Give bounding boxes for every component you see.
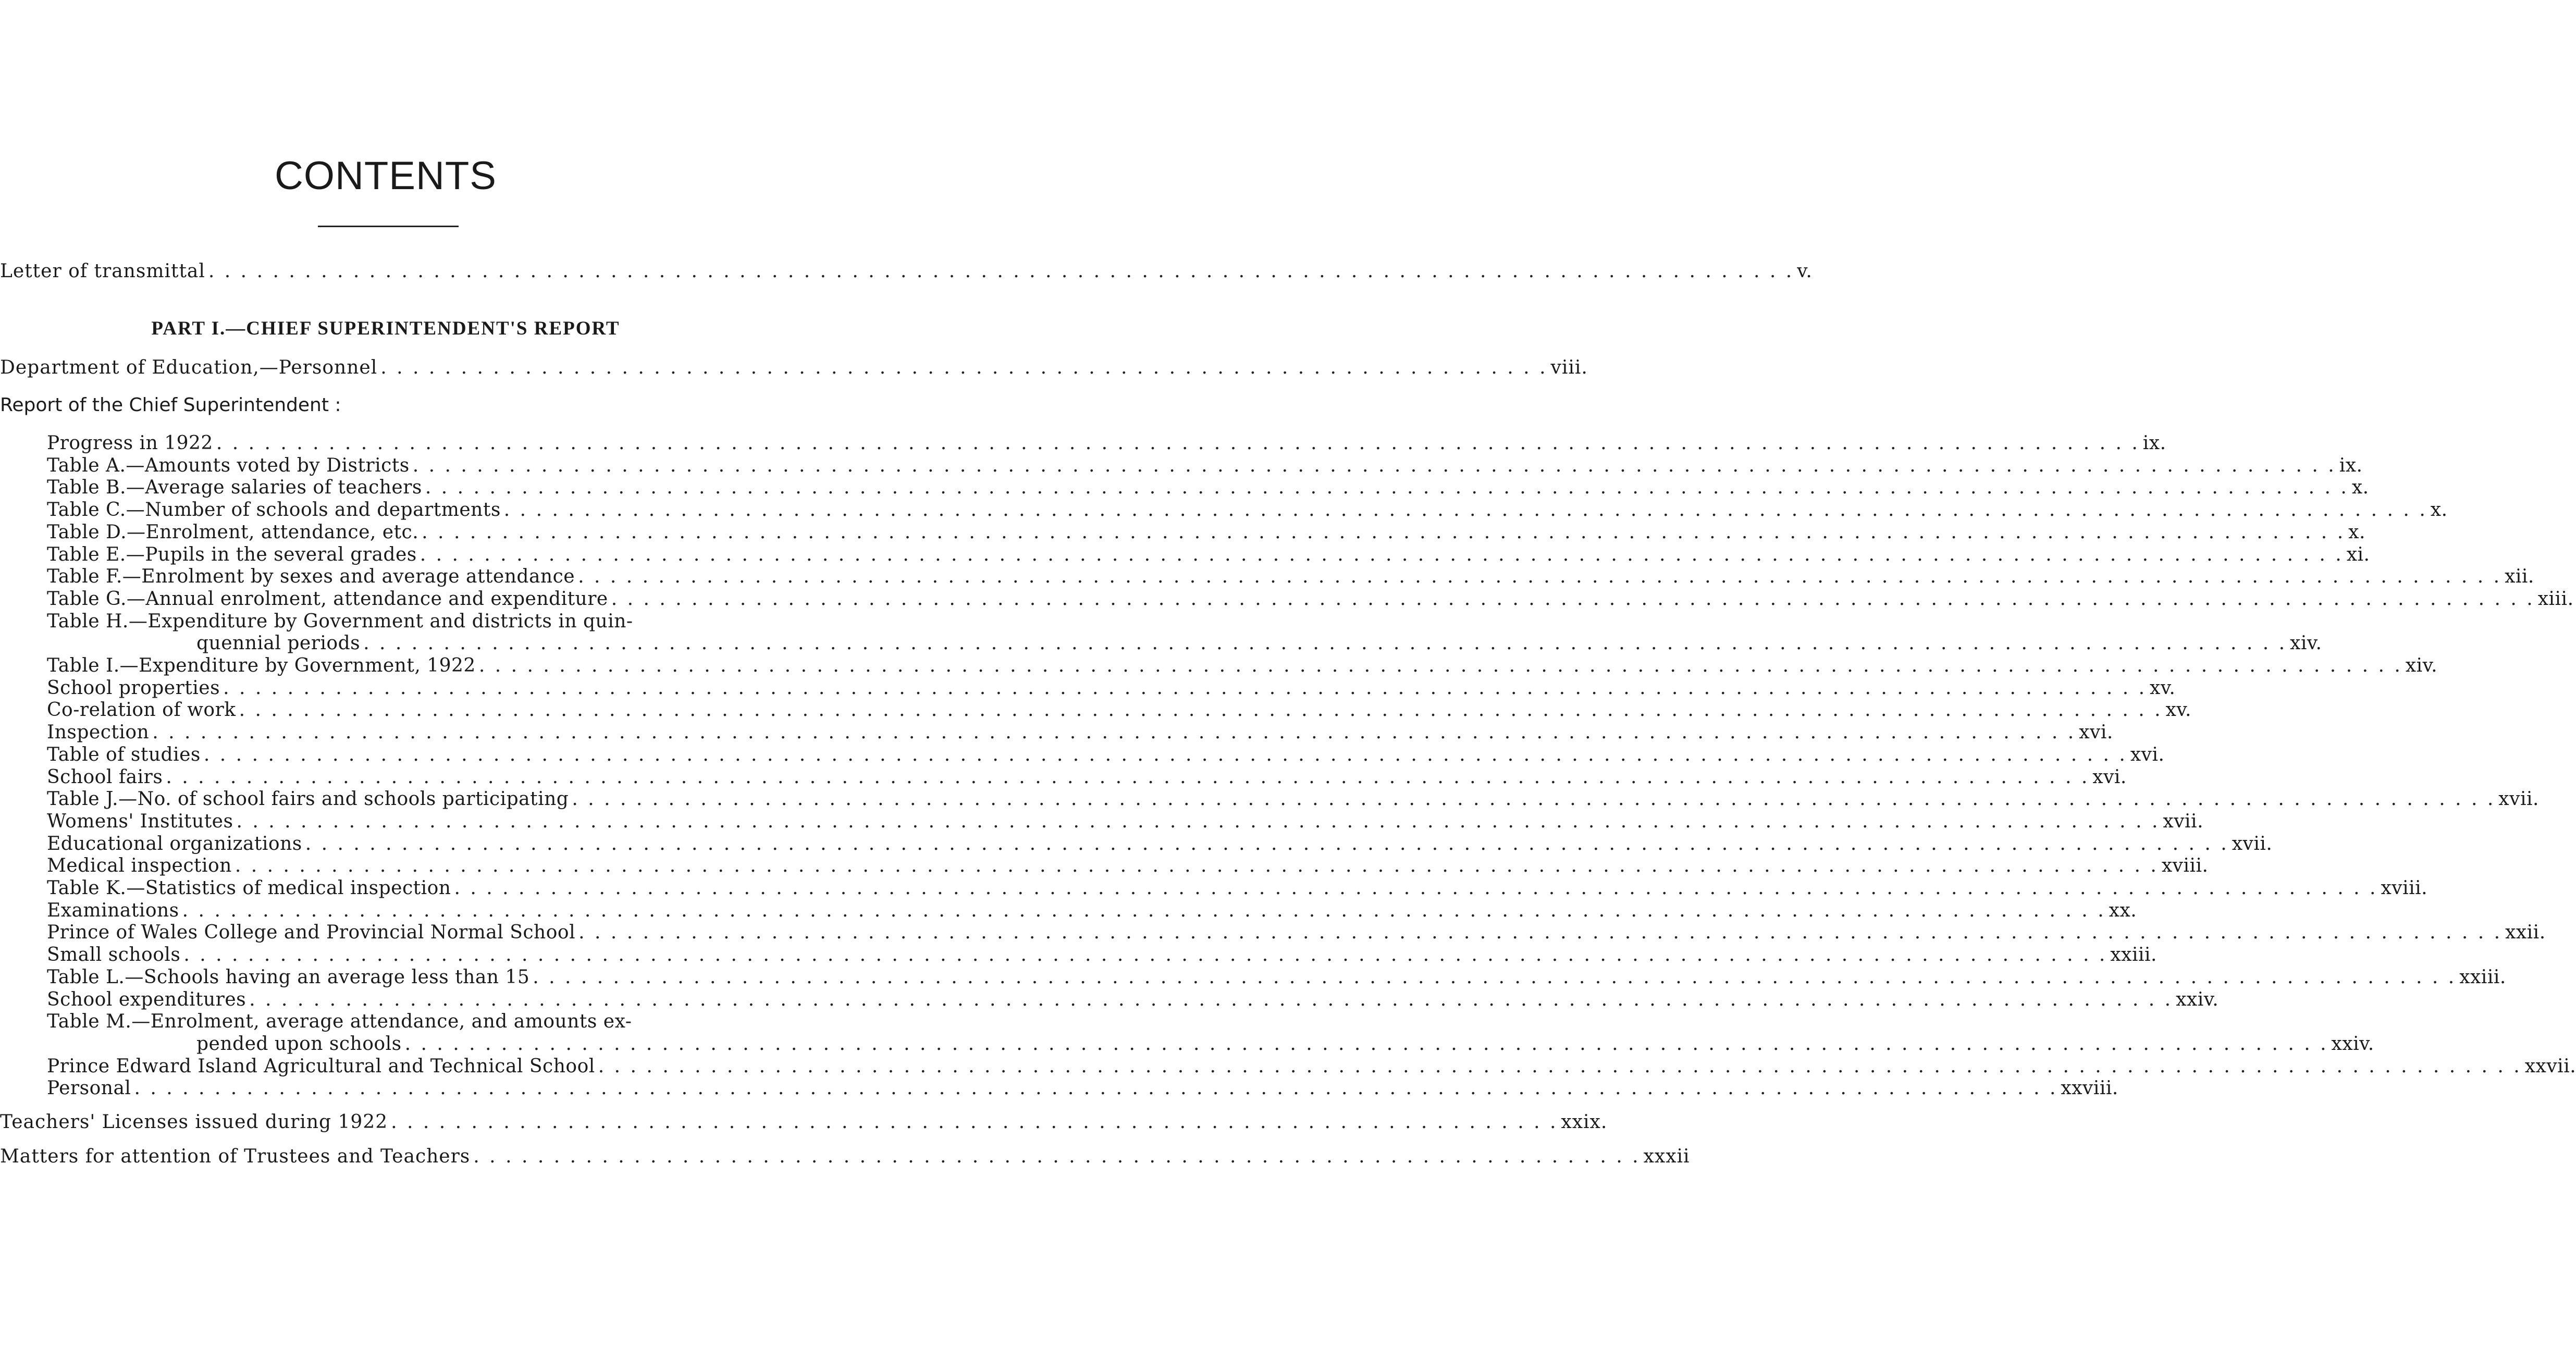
toc-entry-page: xxviii. bbox=[2061, 1077, 2118, 1099]
toc-entry-page: xv. bbox=[2150, 677, 2176, 699]
toc-entry-label: Table J.—No. of school fairs and schools participating bbox=[47, 788, 569, 810]
toc-entry-label: Table G.—Annual enrolment, attendance and expenditure bbox=[47, 588, 608, 610]
toc-leader-dots: . . . . . . . . . . . . . . . . . . . . . . . . . . . . . . . . . . . . . . . . . . . . . . . . . . . . . . . . . . . . . . . . . . . . . . . . . . . . . . . . . . . . . . . . . . . . . . . . . . . . . . . . . . . . . . . . . . . . . . . . bbox=[503, 499, 2427, 521]
toc-sub-entry bbox=[47, 722, 2113, 744]
toc-sub-entry bbox=[47, 477, 2369, 499]
toc-entry-label: Table L.—Schools having an average less than 15 bbox=[47, 966, 530, 988]
toc-sub-entry bbox=[47, 1077, 2118, 1099]
toc-leader-dots: . . . . . . . . . . . . . . . . . . . . . . . . . . . . . . . . . . . . . . . . . . . . . . . . . . . . . . . . . . . . . . . . . . . . . . . . . . . . . . . . . . . . . . . . . . . . . . . . . . . . . . . . . . . . . . . . . . . . . . . . bbox=[216, 432, 2140, 454]
page-title: CONTENTS bbox=[275, 154, 497, 198]
toc-entry-label: Medical inspection bbox=[47, 855, 232, 877]
toc-entry-page: xxii. bbox=[2505, 922, 2546, 944]
toc-leader-dots: . . . . . . . . . . . . . . . . . . . . . . . . . . . . . . . . . . . . . . . . . . . . . . . . . . . . . . . . . . . . . . . . . . . . . . . . . . . . . . . . . . . . . . . . . . . . . . . . . . . . . . . . . . . . . . . . . . . . . . . . bbox=[422, 521, 2346, 543]
toc-leader-dots: . . . . . . . . . . . . . . . . . . . . . . . . . . . . . . . . . . . . . . . . . . . . . . . . . . . . . . . . . . . . . . . . . . . . . . . . . . . . . . . . . . . . . . . . . . . . . . . . . . . . . . . . . . . . . . . . . . . . . . . . bbox=[611, 588, 2535, 610]
toc-entry-label: Teachers' Licenses issued during 1922 bbox=[0, 1111, 388, 1133]
toc-sub-entry bbox=[47, 922, 2546, 944]
toc-entry-label: Examinations bbox=[47, 899, 179, 921]
toc-entry-label: Matters for attention of Trustees and Teachers bbox=[0, 1146, 471, 1167]
toc-sub-entry bbox=[47, 566, 2534, 588]
toc-entry-page: xvi. bbox=[2092, 766, 2127, 788]
toc-leader-dots: . . . . . . . . . . . . . . . . . . . . . . . . . . . . . . . . . . . . . . . . . . . . . . . . . . . . . . . . . . . . . . . . . . . . . . . . . . . . . . . . . . . . . . . . . . . . . . . . . . . . . . . . . . . . . . . . . . . . . . . . bbox=[578, 566, 2502, 588]
toc-entry-label: School properties bbox=[47, 677, 220, 699]
toc-leader-dots: . . . . . . . . . . . . . . . . . . . . . . . . . . . . . . . . . . . . . . . . . . . . . . . . . . . . . . . . . . . . . . . . . . . . . . . . . . . . . . . . . . . . . . . . . . . . . . . . . . . . . . . . . . . . . . . . . . . . . . . . bbox=[239, 699, 2163, 721]
toc-sub-entry bbox=[47, 877, 2428, 899]
toc-sub-entry bbox=[47, 944, 2157, 966]
toc-entry-label: Table A.—Amounts voted by Districts bbox=[47, 454, 410, 476]
toc-entry-page: xxiv. bbox=[2331, 1033, 2374, 1055]
toc-sub-entry-continuation bbox=[196, 633, 2322, 654]
toc-sub-entry bbox=[47, 699, 2191, 721]
toc-sub-entry bbox=[47, 1011, 780, 1033]
toc-leader-dots: . . . . . . . . . . . . . . . . . . . . . . . . . . . . . . . . . . . . . . . . . . . . . . . . . . . . . . . . . . . . . . . . . . . . . . . . . bbox=[473, 1146, 1641, 1167]
toc-entry-page: viii. bbox=[1550, 357, 1588, 378]
toc-leader-dots: . . . . . . . . . . . . . . . . . . . . . . . . . . . . . . . . . . . . . . . . . . . . . . . . . . . . . . . . . . . . . . . . . . . . . . . . . . . . . . . . . . . . . . . . . . . . . . . . . . . . . . . . . . . . . . . . . . . . . . . . bbox=[166, 766, 2090, 788]
toc-entry-page: xxiv. bbox=[2176, 988, 2219, 1010]
toc-entry-label: Small schools bbox=[47, 944, 181, 966]
toc-entry-page: xxiii. bbox=[2110, 944, 2157, 966]
toc-sub-entry bbox=[47, 454, 2363, 477]
toc-leader-dots: . . . . . . . . . . . . . . . . . . . . . . . . . . . . . . . . . . . . . . . . . . . . . . . . . . . . . . . . . . . . . . . . . . . . . . . . . . . . . . . . . . . . . . . . . . . . . . . . . . . . . . . . . . . . . . . . . . . . . . . . bbox=[203, 744, 2127, 765]
toc-leader-dots: . . . . . . . . . . . . . . . . . . . . . . . . . . . . . . . . . . . . . . . . . . . . . . . . . . . . . . . . . . . . . . . . . . . . . . . . . . . . . . . . . . . . . . . . . . . . . . . . . . . . . . . . . . . . . . . . . . . . . . . . bbox=[363, 633, 2287, 654]
toc-entry-page: ix. bbox=[2142, 432, 2166, 454]
toc-entry-page: xxix. bbox=[1561, 1111, 1608, 1133]
toc-entry-page: xx. bbox=[2109, 899, 2137, 921]
toc-entry-label: Table C.—Number of schools and departments bbox=[47, 499, 501, 521]
toc-entry-page: xii. bbox=[2505, 566, 2534, 588]
toc-sub-entry bbox=[47, 499, 2448, 521]
toc-entry-continuation: quennial periods bbox=[196, 633, 361, 654]
toc-entry-page: xvii. bbox=[2232, 833, 2273, 854]
toc-leader-dots: . . . . . . . . . . . . . . . . . . . . . . . . . . . . . . . . . . . . . . . . . . . . . . . . . . . . . . . . . . . . . . . . . . . . . . . . . . . . . . . . . . . . . . . . . . . . . . . . . . . . . . . . . . . . . . . . . . . . . . . . bbox=[305, 833, 2229, 854]
toc-sub-entry bbox=[47, 966, 2506, 988]
toc-entry-label: Table E.—Pupils in the several grades bbox=[47, 543, 417, 565]
toc-entry-label: Prince Edward Island Agricultural and Technical School bbox=[47, 1055, 595, 1077]
toc-entry-department bbox=[0, 357, 1588, 379]
toc-leader-dots: . . . . . . . . . . . . . . . . . . . . . . . . . . . . . . . . . . . . . . . . . . . . . . . . . . . . . . . . . . . . . . . . . . . . . . . . . . . . . . . . . . . . . . . . . . . . . . . . . . . . . . . . . . . . . . . . . . . . . . . . bbox=[404, 1033, 2328, 1055]
part-heading: PART I.—CHIEF SUPERINTENDENT'S REPORT bbox=[151, 318, 620, 339]
toc-leader-dots: . . . . . . . . . . . . . . . . . . . . . . . . . . . . . . . . . . . . . . . . . . . . . . . . . . . . . . . . . . . . . . . . . . . . . . . . . . . . . . . . . . . . . . . . . . . . . . . . . . . . . . . . . . . . . . . . . . . . . . . . bbox=[533, 966, 2457, 988]
toc-leader-dots: . . . . . . . . . . . . . . . . . . . . . . . . . . . . . . . . . . . . . . . . . . . . . . . . . . . . . . . . . . . . . . . . . . . . . . . . . . . . . . . . . . . . . . . . . . . . . . . . . . . . . . . . . . . . . . . . . . . . . . . . bbox=[572, 788, 2496, 810]
toc-entry-label: Progress in 1922 bbox=[47, 432, 213, 454]
toc-leader-dots: . . . . . . . . . . . . . . . . . . . . . . . . . . . . . . . . . . . . . . . . . . . . . . . . . . . . . . . . . . . . . . . . . . . . . . . . . . . . . . . . . . . . . . . . . . . . . . . . . . . . . . . . . . . . . . . . . . . . . . . . bbox=[134, 1077, 2058, 1099]
toc-entry-page: xviii. bbox=[2161, 855, 2209, 877]
toc-leader-dots: . . . . . . . . . . . . . . . . . . . . . . . . . . . . . . . . . . . . . . . . . . . . . . . . . . . . . . . . . . . . . . . . . . . . . . . . . . . . . . . . . . . . . . . . . . . . . . . . . . . . . . . . . . . . . . . . . . . . . . . . bbox=[598, 1055, 2522, 1077]
toc-sub-entry bbox=[47, 1055, 2576, 1077]
toc-entry-label: Table of studies bbox=[47, 744, 201, 765]
toc-entry-label: Womens' Institutes bbox=[47, 810, 233, 832]
toc-entry-page: xvi. bbox=[2130, 744, 2165, 765]
title-divider bbox=[318, 226, 459, 227]
toc-sub-entry bbox=[47, 788, 2539, 810]
report-heading: Report of the Chief Superintendent : bbox=[0, 394, 341, 416]
toc-entry-label: Table B.—Average salaries of teachers bbox=[47, 477, 422, 499]
toc-entry-label: Educational organizations bbox=[47, 833, 302, 854]
toc-entry-page: xiv. bbox=[2290, 633, 2322, 654]
toc-sub-entry bbox=[47, 899, 2137, 922]
toc-leader-dots: . . . . . . . . . . . . . . . . . . . . . . . . . . . . . . . . . . . . . . . . . . . . . . . . . . . . . . . . . . . . . . . . . . . . . . . . . bbox=[391, 1111, 1558, 1133]
toc-entry-label: Table M.—Enrolment, average attendance, and amounts ex- bbox=[47, 1011, 632, 1033]
toc-entry-page: xxvii. bbox=[2524, 1055, 2576, 1077]
toc-entry-label: Department of Education,—Personnel bbox=[0, 357, 378, 378]
toc-entry-label: Inspection bbox=[47, 722, 150, 744]
toc-sub-entry bbox=[47, 677, 2176, 699]
toc-entry-label: School expenditures bbox=[47, 988, 246, 1010]
toc-entry-label: Table K.—Statistics of medical inspection bbox=[47, 877, 451, 899]
toc-entry-page: xiv. bbox=[2405, 655, 2438, 676]
toc-entry-label: Table D.—Enrolment, attendance, etc. bbox=[47, 521, 419, 543]
toc-entry-label: Prince of Wales College and Provincial Normal School bbox=[47, 922, 576, 944]
toc-entry-label: Co-relation of work bbox=[47, 699, 236, 721]
toc-entry-matters-for-attention bbox=[0, 1146, 1690, 1168]
toc-entry-label: Letter of transmittal bbox=[0, 261, 205, 282]
toc-entry-label: Personal bbox=[47, 1077, 131, 1099]
toc-leader-dots: . . . . . . . . . . . . . . . . . . . . . . . . . . . . . . . . . . . . . . . . . . . . . . . . . . . . . . . . . . . . . . . . . . . . . . . . . . . . . . . . . . . . . . . . . . . . . . . . . . . . . . . . . . . . . . . . . . . . . . . . bbox=[412, 454, 2336, 476]
toc-entry-page: xvi. bbox=[2079, 722, 2113, 744]
toc-sub-entry bbox=[47, 655, 2438, 677]
toc-leader-dots: . . . . . . . . . . . . . . . . . . . . . . . . . . . . . . . . . . . . . . . . . . . . . . . . . . . . . . . . . . . . . . . . . . . . . . . . . . . . . . . . . . . . . . . . . . . . . . . . . . . . . . . . . . . . . . . . . . . . . . . . bbox=[425, 477, 2349, 499]
toc-sub-entry bbox=[47, 833, 2273, 855]
toc-entry-page: v. bbox=[1797, 261, 1813, 282]
toc-sub-entry bbox=[47, 855, 2209, 877]
toc-entry-page: xxxii bbox=[1643, 1146, 1690, 1167]
toc-leader-dots: . . . . . . . . . . . . . . . . . . . . . . . . . . . . . . . . . . . . . . . . . . . . . . . . . . . . . . . . . . . . . . . . . . . . . . . . . . . . . . . . . . . . . . . . . . . . . . . . . . . . . . . . . . . . . . . . . . . . . . . . bbox=[182, 899, 2106, 921]
toc-entry-letter-of-transmittal bbox=[0, 261, 1813, 282]
toc-entry-page: ix. bbox=[2339, 454, 2363, 476]
toc-entry-label: School fairs bbox=[47, 766, 163, 788]
toc-entry-page: x. bbox=[2351, 477, 2369, 499]
toc-sub-entry bbox=[47, 766, 2127, 788]
toc-sub-entry bbox=[47, 744, 2165, 766]
toc-entry-label: Table F.—Enrolment by sexes and average attendance bbox=[47, 566, 575, 588]
toc-leader-dots: . . . . . . . . . . . . . . . . . . . . . . . . . . . . . . . . . . . . . . . . . . . . . . . . . . . . . . . . . . . . . . . . . . . . . . . . . . . . . . . . . . . . . . . . . . . . . . . . . . . bbox=[208, 261, 1794, 282]
toc-entry-page: xi. bbox=[2346, 543, 2370, 565]
toc-entry-page: xv. bbox=[2165, 699, 2191, 721]
toc-sub-entry bbox=[47, 611, 780, 633]
toc-entry-continuation: pended upon schools bbox=[196, 1033, 402, 1055]
toc-entry-page: xxiii. bbox=[2459, 966, 2506, 988]
toc-leader-dots: . . . . . . . . . . . . . . . . . . . . . . . . . . . . . . . . . . . . . . . . . . . . . . . . . . . . . . . . . . . . . . . . . . . . . . . . . . . . . . . . . . . . . . . . . . . . . . . . . . . . . . . . . . . . . . . . . . . . . . . . bbox=[235, 855, 2159, 877]
toc-entry-page: x. bbox=[2430, 499, 2448, 521]
toc-entry-teachers-licenses bbox=[0, 1111, 1608, 1133]
toc-entry-page: xvii. bbox=[2163, 810, 2204, 832]
toc-entry-page: xvii. bbox=[2498, 788, 2539, 810]
toc-leader-dots: . . . . . . . . . . . . . . . . . . . . . . . . . . . . . . . . . . . . . . . . . . . . . . . . . . . . . . . . . . . . . . . . . . . . . . . . . . . . . . . . . . . . . . . . . . . . . . . . . . . . . . . . . . . . . . . . . . . . . . . . bbox=[420, 543, 2344, 565]
toc-entry-label: Table H.—Expenditure by Government and districts in quin- bbox=[47, 610, 633, 632]
toc-leader-dots: . . . . . . . . . . . . . . . . . . . . . . . . . . . . . . . . . . . . . . . . . . . . . . . . . . . . . . . . . . . . . . . . . . . . . . . . . . . . . . . . . . . . . . . . . . . . . . . . . . . . . . . . . . . . . . . . . . . . . . . . bbox=[478, 655, 2402, 676]
toc-sub-entry bbox=[47, 810, 2204, 833]
toc-leader-dots: . . . . . . . . . . . . . . . . . . . . . . . . . . . . . . . . . . . . . . . . . . . . . . . . . . . . . . . . . . . . . . . . . . . . . . . . . . . . . . . . . . . . . . . . . . . . . . . . . . . . . . . . . . . . . . . . . . . . . . . . bbox=[236, 810, 2160, 832]
toc-leader-dots: . . . . . . . . . . . . . . . . . . . . . . . . . . . . . . . . . . . . . . . . . . . . . . . . . . . . . . . . . . . . . . . . . . . . . . . . . . . . . . . . . . . . . . . . . . . . . . . . . . . . . . . . . . . . . . . . . . . . . . . . bbox=[249, 988, 2173, 1010]
toc-leader-dots: . . . . . . . . . . . . . . . . . . . . . . . . . . . . . . . . . . . . . . . . . . . . . . . . . . . . . . . . . . . . . . . . . . . . . . . . . . . . . . . . . . . . . . . . . . . . . . . . . . . . . . . . . . . . . . . . . . . . . . . . bbox=[223, 677, 2147, 699]
toc-sub-entry bbox=[47, 588, 2574, 610]
toc-entry-label: Table I.—Expenditure by Government, 1922 bbox=[47, 655, 476, 676]
toc-entry-page: x. bbox=[2348, 521, 2365, 543]
toc-leader-dots: . . . . . . . . . . . . . . . . . . . . . . . . . . . . . . . . . . . . . . . . . . . . . . . . . . . . . . . . . . . . . . . . . . . . . . . . . . . . . . . . . . . . . . . . . . . . . . . . . . . . . . . . . . . . . . . . . . . . . . . . bbox=[152, 722, 2076, 744]
toc-entry-page: xviii. bbox=[2381, 877, 2428, 899]
toc-leader-dots: . . . . . . . . . . . . . . . . . . . . . . . . . . . . . . . . . . . . . . . . . . . . . . . . . . . . . . . . . . . . . . . . . . . . . . . . . . . . . . . . . . . . . . . . . . . . . . . . . . . . . . . . . . . . . . . . . . . . . . . . bbox=[454, 877, 2378, 899]
toc-sub-entry-continuation bbox=[196, 1033, 2374, 1055]
toc-leader-dots: . . . . . . . . . . . . . . . . . . . . . . . . . . . . . . . . . . . . . . . . . . . . . . . . . . . . . . . . . . . . . . . . . . . . . . . . . bbox=[380, 357, 1548, 378]
toc-entry-page: xiii. bbox=[2537, 588, 2574, 610]
toc-leader-dots: . . . . . . . . . . . . . . . . . . . . . . . . . . . . . . . . . . . . . . . . . . . . . . . . . . . . . . . . . . . . . . . . . . . . . . . . . . . . . . . . . . . . . . . . . . . . . . . . . . . . . . . . . . . . . . . . . . . . . . . . bbox=[578, 922, 2503, 944]
toc-sub-entry bbox=[47, 988, 2219, 1011]
toc-sub-entry bbox=[47, 543, 2370, 566]
toc-sub-entry bbox=[47, 521, 2365, 543]
toc-sub-entry bbox=[47, 432, 2166, 454]
toc-leader-dots: . . . . . . . . . . . . . . . . . . . . . . . . . . . . . . . . . . . . . . . . . . . . . . . . . . . . . . . . . . . . . . . . . . . . . . . . . . . . . . . . . . . . . . . . . . . . . . . . . . . . . . . . . . . . . . . . . . . . . . . . bbox=[183, 944, 2107, 966]
